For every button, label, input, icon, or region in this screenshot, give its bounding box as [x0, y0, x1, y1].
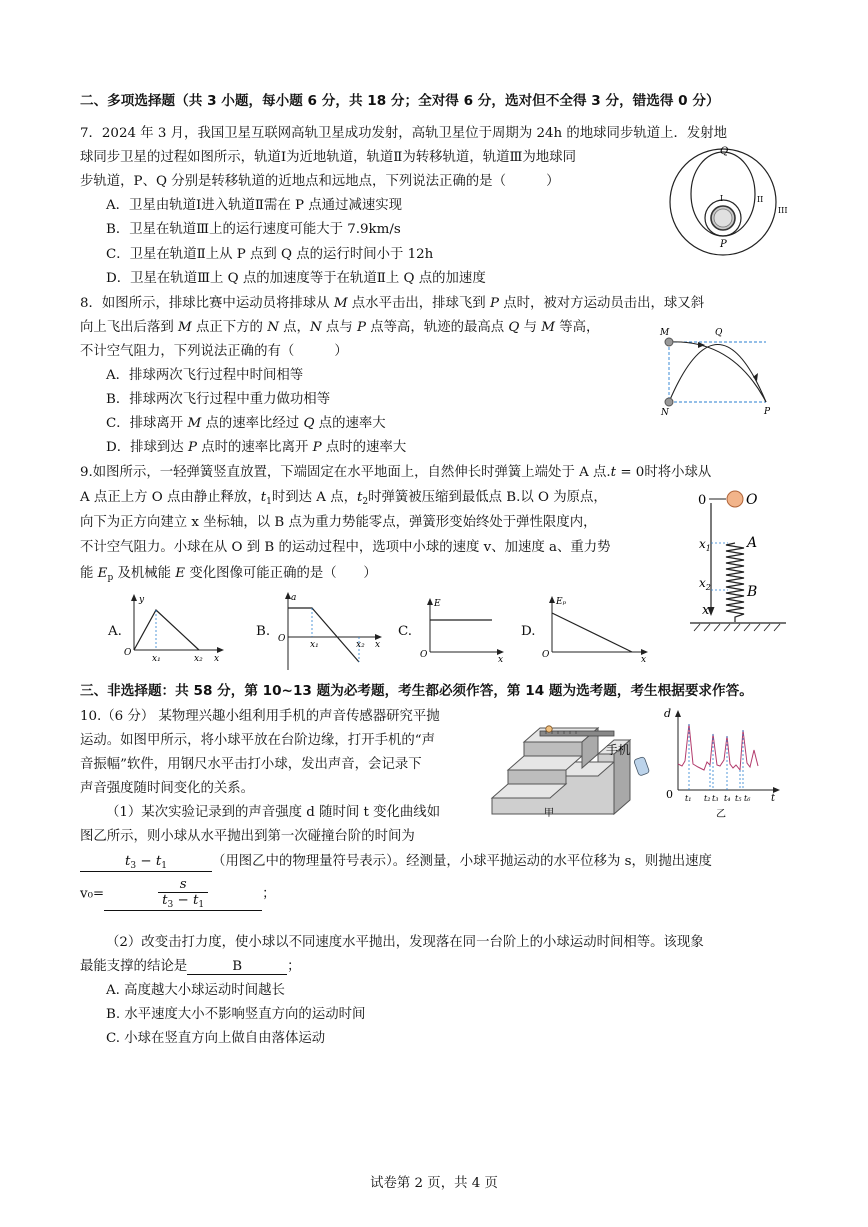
q10-part1-line-1: （1）某次实验记录到的声音强度 d 随时间 t 变化曲线如 — [106, 805, 441, 820]
svg-text:t₄: t₄ — [724, 794, 731, 803]
q9-graph-a — [120, 590, 230, 670]
svg-text:O: O — [124, 648, 132, 658]
q8-option-c: C．排球离开 M 点的速率比经过 Q 点的速率大 — [106, 416, 386, 431]
velocity-curve — [134, 610, 199, 650]
q9-graph-c — [418, 594, 510, 664]
svg-text:x₁: x₁ — [310, 640, 319, 650]
q7-stem-line-3: 步轨道，P、Q 分别是转移轨道的近地点和远地点，下列说法正确的是（ ） — [80, 174, 560, 189]
q9-stem-line-4: 不计空气阻力。小球在从 O 到 B 的运动过程中，选项中小球的速度 v、加速度 a、重力势 — [80, 540, 611, 555]
q9-option-a-label: A. — [108, 624, 122, 639]
label-i: I — [720, 194, 724, 203]
phone — [634, 756, 650, 776]
q8-stem-line-3: 不计空气阻力，下列说法正确的有（ ） — [80, 344, 348, 359]
spring — [726, 543, 744, 622]
q8-option-d: D．排球到达 P 点时的速率比离开 P 点时的速率大 — [106, 440, 407, 455]
svg-text:O: O — [542, 650, 550, 660]
svg-text:t₁: t₁ — [685, 794, 692, 803]
svg-text:x₂: x₂ — [356, 640, 365, 650]
svg-text:手机: 手机 — [606, 743, 631, 757]
svg-text:Eₚ: Eₚ — [556, 597, 567, 607]
q10-part2-line-2: 最能支撑的结论是 B ； — [80, 959, 301, 974]
svg-text:t₆: t₆ — [744, 794, 751, 803]
q9-stem-line-2: A 点正上方 O 点由静止释放，$t_1$时到达 A 点，$t_2$时弹簧被压缩到最低点 B.以 O 为原点， — [80, 490, 607, 507]
svg-text:t₃: t₃ — [712, 794, 719, 803]
q9-option-d-label: D. — [521, 624, 536, 639]
svg-text:x₁: x₁ — [152, 654, 161, 664]
svg-text:x: x — [702, 603, 710, 618]
q8-option-a: A．排球两次飞行过程中时间相等 — [106, 368, 304, 383]
svg-text:N: N — [661, 408, 669, 417]
potential-energy-curve — [552, 613, 632, 652]
svg-text:0: 0 — [666, 788, 673, 801]
q9-stem-line-3: 向下为正方向建立 x 坐标轴，以 B 点为重力势能零点，弹簧形变始终处于弹性限度内， — [80, 515, 597, 530]
acceleration-curve — [288, 608, 359, 662]
label-q: Q — [720, 146, 729, 157]
q9-stem-line-5: 能 $E_p$ 及机械能 E 变化图像可能正确的是（ ） — [80, 566, 377, 583]
svg-text:x: x — [375, 640, 381, 650]
section-3-title: 三、非选择题：共 58 分，第 10~13 题为必考题，考生都必须作答，第 14 题为选考题，考生根据要求作答。 — [80, 683, 753, 699]
svg-text:E: E — [434, 599, 441, 609]
svg-text:y: y — [139, 595, 145, 605]
label-ii: II — [757, 195, 764, 204]
q10-option-b: B. 水平速度大小不影响竖直方向的运动时间 — [106, 1007, 366, 1022]
svg-text:a: a — [291, 593, 297, 603]
q7-option-b: B．卫星在轨道Ⅲ上的运行速度可能大于 7.9km/s — [106, 222, 401, 237]
svg-text:乙: 乙 — [716, 809, 726, 820]
q10-part1-answer-line: $t_3 - t_1$ （用图乙中的物理量符号表示）。经测量，小球平抛运动的水平位移为 s，则抛出速度 — [80, 850, 712, 872]
svg-text:B: B — [747, 584, 758, 600]
q7-stem-line-1: 7．2024 年 3 月，我国卫星互联网高轨卫星成功发射，高轨卫星位于周期为 24h 的地球同步轨道上．发射地 — [80, 126, 728, 141]
answer-blank-choice[interactable]: B — [187, 959, 287, 975]
q10-v0-line: v₀= $\frac{s}{t_3 - t_1}$ ； — [80, 877, 276, 910]
svg-text:x₂: x₂ — [194, 654, 203, 664]
svg-text:P: P — [764, 407, 771, 417]
q10-figure-jia-stairs — [488, 714, 658, 826]
q9-graph-b — [274, 588, 389, 672]
q10-part1-line-2: 图乙所示，则小球从水平抛出到第一次碰撞台阶的时间为 — [80, 829, 415, 844]
svg-text:x: x — [641, 655, 647, 664]
q7-option-a: A．卫星由轨道Ⅰ进入轨道Ⅱ需在 P 点通过减速实现 — [106, 198, 403, 213]
svg-text:t: t — [771, 793, 776, 804]
svg-text:x1: $x_1$ — [699, 537, 711, 553]
q10-stem-line-1: 10.（6 分） 某物理兴趣小组利用手机的声音传感器研究平抛 — [80, 709, 440, 724]
q8-stem-line-2: 向上飞出后落到 M 点正下方的 N 点，N 点与 P 点等高，轨迹的最高点 Q 与 M 等高， — [80, 320, 600, 335]
svg-text:x: x — [214, 654, 220, 664]
trajectory-p-to-n — [669, 345, 766, 403]
q9-stem-line-1: 9.如图所示，一轻弹簧竖直放置，下端固定在水平地面上，自然伸长时弹簧上端处于 A 点.t = 0时将小球从 — [80, 465, 712, 480]
intensity-curve — [678, 724, 758, 770]
ball-at-m — [665, 338, 673, 346]
svg-text:O: O — [420, 650, 428, 660]
svg-text:t₅: t₅ — [735, 794, 742, 803]
svg-text:0: 0 — [698, 493, 707, 508]
q9-option-b-label: B. — [256, 624, 271, 639]
q7-option-d: D．卫星在轨道Ⅲ上 Q 点的加速度等于在轨道Ⅱ上 Q 点的加速度 — [106, 271, 486, 286]
q7-option-c: C．卫星在轨道Ⅱ上从 P 点到 Q 点的运行时间小于 12h — [106, 247, 434, 262]
label-iii: III — [778, 206, 788, 215]
q10-stem-line-3: 音振幅”软件，用钢尺水平击打小球，发出声音，会记录下 — [80, 757, 422, 772]
ball-at-n — [665, 398, 673, 406]
q9-option-c-label: C. — [398, 624, 413, 639]
q8-volleyball-figure — [658, 325, 778, 417]
q10-option-c: C. 小球在竖直方向上做自由落体运动 — [106, 1031, 326, 1046]
svg-text:x2: $x_2$ — [699, 576, 711, 592]
svg-text:x: x — [498, 655, 504, 664]
label-p: P — [720, 239, 727, 250]
q7-stem-line-2: 球同步卫星的过程如图所示，轨道Ⅰ为近地轨道，轨道Ⅱ为转移轨道，轨道Ⅲ为地球同 — [80, 150, 576, 165]
small-ball — [546, 726, 552, 732]
svg-text:t₂: t₂ — [704, 794, 711, 803]
svg-text:A: A — [747, 535, 758, 551]
svg-text:O: O — [746, 492, 758, 508]
ball — [727, 491, 743, 507]
page-footer: 试卷第 2 页，共 4 页 — [370, 1176, 498, 1191]
svg-text:d: d — [664, 707, 672, 720]
answer-blank-velocity[interactable]: $\frac{s}{t_3 - t_1}$ — [104, 877, 262, 911]
q7-orbit-figure — [668, 140, 798, 260]
svg-text:O: O — [278, 634, 286, 644]
svg-text:M: M — [660, 328, 670, 338]
q9-spring-figure — [690, 486, 790, 634]
q10-part2-line-1: （2）改变击打力度，使小球以不同速度水平抛出，发现落在同一台阶上的小球运动时间相等。该现象 — [106, 935, 704, 950]
q10-figure-yi-graph — [664, 706, 784, 820]
svg-text:甲: 甲 — [544, 808, 554, 819]
svg-text:Q: Q — [715, 328, 723, 338]
q10-option-a: A. 高度越大小球运动时间越长 — [106, 983, 285, 998]
q10-stem-line-2: 运动。如图甲所示，将小球平放在台阶边缘，打开手机的“声 — [80, 733, 435, 748]
answer-blank-time[interactable]: $t_3 - t_1$ — [80, 854, 212, 872]
q10-stem-line-4: 声音强度随时间变化的关系。 — [80, 781, 255, 796]
q9-graph-d — [540, 592, 655, 664]
section-2-title: 二、多项选择题（共 3 小题，每小题 6 分，共 18 分；全对得 6 分，选对但不全得 3 分，错选得 0 分） — [80, 93, 720, 109]
q8-stem-line-1: 8．如图所示，排球比赛中运动员将排球从 M 点水平击出，排球飞到 P 点时，被对方运动员击出，球又斜 — [80, 296, 705, 311]
q8-option-b: B．排球两次飞行过程中重力做功相等 — [106, 392, 331, 407]
